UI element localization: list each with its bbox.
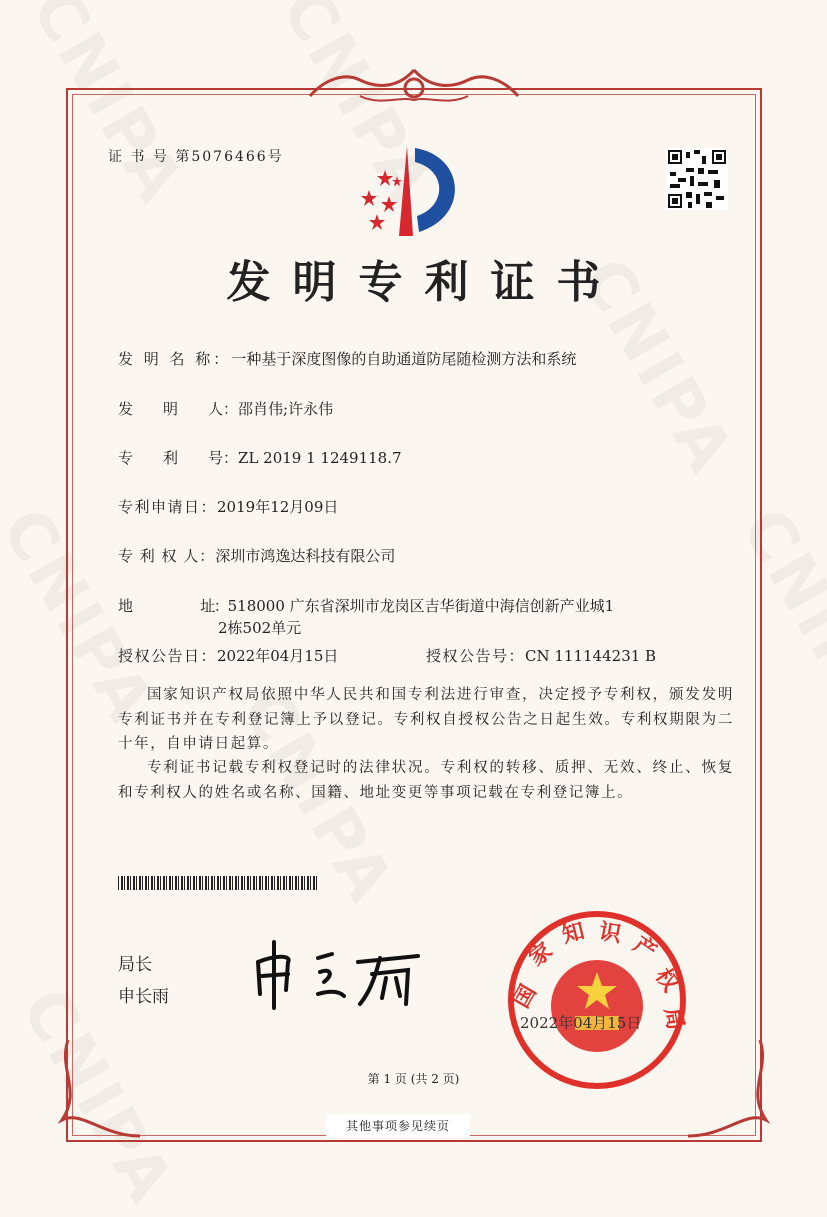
- svg-text:家: 家: [524, 937, 558, 972]
- field-label: 授权公告号：: [426, 647, 526, 665]
- field-grant-date: [118, 645, 338, 667]
- svg-text:国: 国: [508, 980, 542, 1013]
- cnipa-logo-icon: [355, 146, 475, 238]
- field-value: 邵肖伟;许永伟: [238, 400, 334, 418]
- field-label: 专利申请日：: [118, 498, 218, 516]
- field-label: 地 址：: [118, 597, 228, 615]
- field-value: 2022年04月15日: [217, 647, 339, 665]
- certificate-title: 发明专利证书: [226, 257, 623, 308]
- field-patent-number: [118, 447, 402, 469]
- qr-code-icon: [666, 148, 728, 210]
- field-patentee: [118, 545, 395, 567]
- field-application-date: [118, 496, 338, 518]
- field-value: 一种基于深度图像的自助通道防尾随检测方法和系统: [231, 350, 577, 368]
- field-invention-name: [118, 348, 576, 370]
- legal-paragraph: 专利证书记载专利权登记时的法律状况。专利权的转移、质押、无效、终止、恢复和专利权人的姓名或名称、国籍、地址变更等事项记载在专利登记簿上。: [118, 760, 734, 801]
- svg-text:产: 产: [628, 931, 662, 966]
- field-label: 授权公告日：: [118, 647, 218, 665]
- handwritten-signature: [248, 932, 428, 1012]
- field-label: 专 利 号：: [118, 449, 239, 467]
- field-value: 2019年12月09日: [217, 498, 339, 516]
- continuation-note: 其他事项参见续页: [326, 1114, 470, 1138]
- top-ornament-icon: [300, 66, 528, 110]
- signatory-title: 局长: [118, 955, 152, 975]
- corner-ornament-icon: [686, 1040, 776, 1150]
- field-label: 发 明 人：: [118, 400, 239, 418]
- legal-paragraph: 国家知识产权局依照中华人民共和国专利法进行审查，决定授予专利权，颁发发明专利证书并在专利登记簿上予以登记。专利权自授权公告之日起生效。专利权期限为二十年，自申请日起算。: [118, 687, 734, 752]
- field-label: 专 利 权 人：: [118, 547, 216, 565]
- barcode: [118, 876, 318, 890]
- seal-date: 2022年04月15日: [520, 1014, 642, 1032]
- certificate-number: 证 书 号 第5076466号: [108, 149, 284, 165]
- svg-text:知: 知: [559, 917, 588, 949]
- svg-text:权: 权: [649, 963, 684, 997]
- field-address: [118, 595, 614, 639]
- field-inventor: [118, 398, 333, 420]
- field-value: 518000 广东省深圳市龙岗区吉华街道中海信创新产业城1: [227, 597, 615, 615]
- field-value: ZL 2019 1 1249118.7: [238, 449, 402, 467]
- corner-ornament-icon: [52, 1040, 142, 1150]
- page-info: 第 1 页 (共 2 页): [367, 1072, 460, 1086]
- official-seal: [505, 908, 689, 1092]
- field-value: 2栋502单元: [218, 619, 302, 637]
- field-label: 发 明 名 称：: [118, 350, 232, 368]
- svg-text:局: 局: [659, 1005, 689, 1032]
- signatory-name: 申长雨: [118, 987, 169, 1007]
- field-value: CN 111144231 B: [525, 647, 657, 665]
- field-grant-number: [426, 645, 656, 667]
- field-value: 深圳市鸿逸达科技有限公司: [215, 547, 396, 565]
- svg-text:识: 识: [597, 918, 624, 948]
